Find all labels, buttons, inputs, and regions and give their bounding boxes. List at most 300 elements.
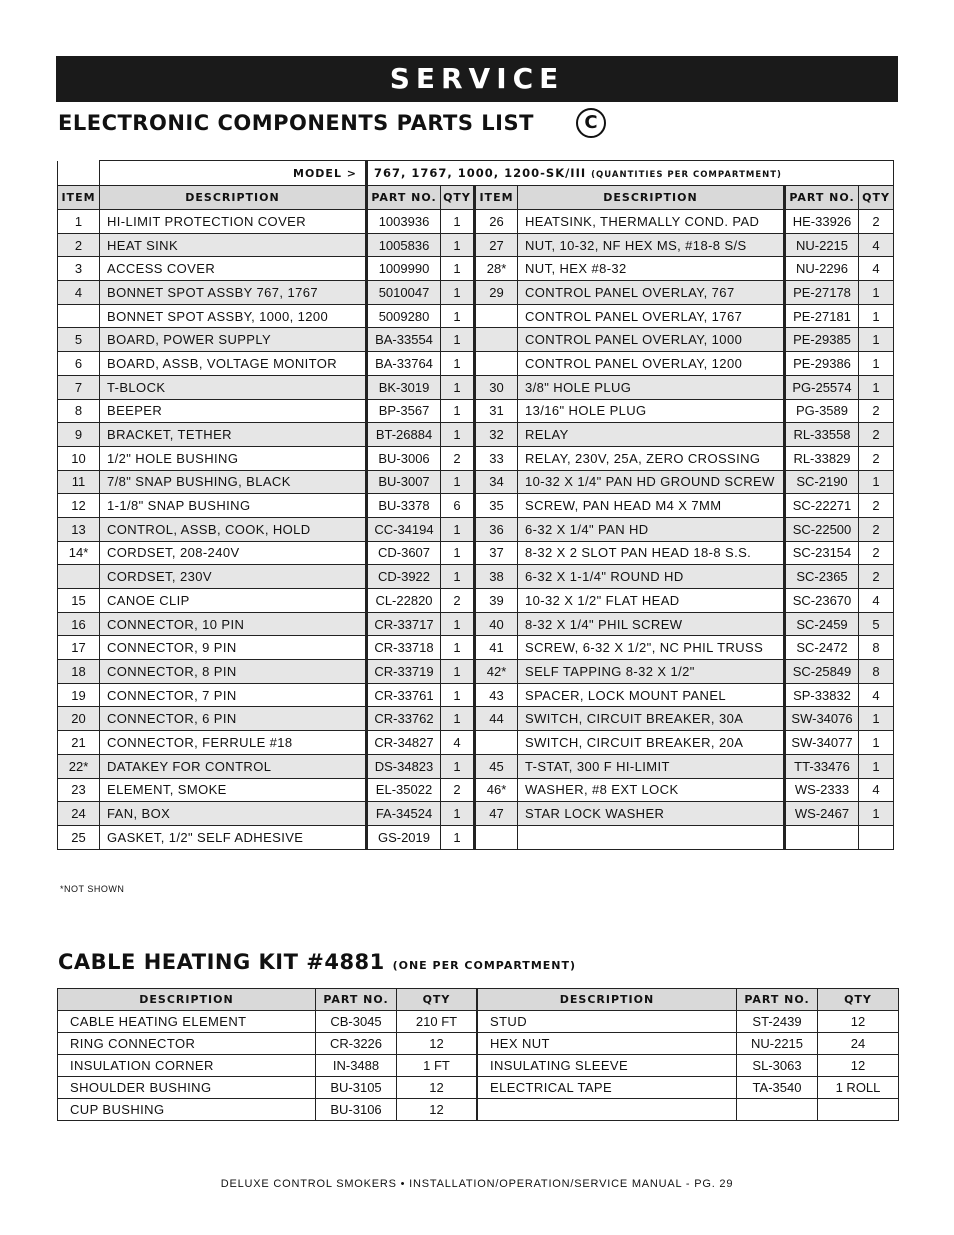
parts-header-row (58, 186, 894, 210)
kit-col-part-no: PART NO. (316, 989, 397, 1011)
part-no-cell: PE-29385 (785, 328, 859, 352)
model-value-text: 767, 1767, 1000, 1200-SK/III (374, 166, 587, 180)
part-no-cell: WS-2333 (785, 778, 859, 802)
description-cell: 6-32 X 1-1/4" ROUND HD (518, 565, 785, 589)
item-cell: 31 (475, 399, 518, 423)
item-cell: 22* (58, 754, 100, 778)
qty-cell: 2 (441, 778, 475, 802)
col-header-description-right: DESCRIPTION (518, 186, 785, 210)
part-no-cell: TT-33476 (785, 754, 859, 778)
description-cell: CONTROL PANEL OVERLAY, 1200 (518, 352, 785, 376)
kit-row (58, 1033, 477, 1055)
qty-cell: 1 (441, 565, 475, 589)
item-cell: 47 (475, 802, 518, 826)
description-cell: GASKET, 1/2" SELF ADHESIVE (100, 825, 367, 849)
description-cell: 1/2" HOLE BUSHING (100, 446, 367, 470)
qty-cell: 1 (859, 375, 894, 399)
item-cell: 23 (58, 778, 100, 802)
qty-cell: 1 (859, 470, 894, 494)
kit-col-description: DESCRIPTION (478, 989, 737, 1011)
parts-table (57, 160, 894, 850)
qty-cell: 4 (441, 731, 475, 755)
parts-row (58, 494, 894, 518)
col-header-item: ITEM (58, 186, 100, 210)
qty-cell: 5 (859, 612, 894, 636)
item-cell (58, 565, 100, 589)
qty-cell: 4 (859, 233, 894, 257)
parts-row (58, 802, 894, 826)
part-no-cell: SC-23670 (785, 589, 859, 613)
item-cell: 1 (58, 210, 100, 234)
item-cell: 2 (58, 233, 100, 257)
kit-header-row (58, 989, 477, 1011)
qty-cell: 2 (859, 210, 894, 234)
kit-part-no-cell: TA-3540 (737, 1077, 818, 1099)
part-no-cell: BT-26884 (367, 423, 441, 447)
part-no-cell: RL-33829 (785, 446, 859, 470)
description-cell: CONNECTOR, 7 PIN (100, 683, 367, 707)
kit-part-no-cell: IN-3488 (316, 1055, 397, 1077)
description-cell: 7/8" SNAP BUSHING, BLACK (100, 470, 367, 494)
kit-qty-cell: 12 (818, 1011, 899, 1033)
kit-col-description: DESCRIPTION (58, 989, 316, 1011)
part-no-cell: PG-3589 (785, 399, 859, 423)
kit-qty-cell (818, 1099, 899, 1121)
part-no-cell: CC-34194 (367, 517, 441, 541)
kit-qty-cell: 210 FT (397, 1011, 477, 1033)
qty-cell: 1 (441, 304, 475, 328)
qty-cell: 1 (441, 210, 475, 234)
qty-cell: 1 (441, 328, 475, 352)
item-cell: 11 (58, 470, 100, 494)
item-cell: 30 (475, 375, 518, 399)
part-no-cell: PG-25574 (785, 375, 859, 399)
part-no-cell: CR-33761 (367, 683, 441, 707)
qty-cell: 1 (441, 683, 475, 707)
description-cell: CONTROL PANEL OVERLAY, 1000 (518, 328, 785, 352)
parts-row (58, 731, 894, 755)
qty-cell: 4 (859, 589, 894, 613)
kit-title-text: CABLE HEATING KIT #4881 (58, 950, 385, 974)
qty-cell: 2 (859, 565, 894, 589)
description-cell: BEEPER (100, 399, 367, 423)
kit-col-part-no: PART NO. (737, 989, 818, 1011)
item-cell: 21 (58, 731, 100, 755)
parts-row (58, 754, 894, 778)
item-cell: 33 (475, 446, 518, 470)
qty-cell: 1 (441, 281, 475, 305)
description-cell: BRACKET, TETHER (100, 423, 367, 447)
parts-row (58, 517, 894, 541)
item-cell: 25 (58, 825, 100, 849)
part-no-cell: WS-2467 (785, 802, 859, 826)
parts-row (58, 304, 894, 328)
description-cell: CONNECTOR, 9 PIN (100, 636, 367, 660)
qty-cell: 2 (859, 494, 894, 518)
kit-row (58, 1055, 477, 1077)
part-no-cell: CD-3922 (367, 565, 441, 589)
qty-cell: 8 (859, 636, 894, 660)
description-cell (518, 825, 785, 849)
parts-row (58, 707, 894, 731)
item-cell: 6 (58, 352, 100, 376)
item-cell: 28* (475, 257, 518, 281)
qty-cell: 1 (441, 423, 475, 447)
item-cell: 26 (475, 210, 518, 234)
description-cell: CONNECTOR, 10 PIN (100, 612, 367, 636)
item-cell (475, 352, 518, 376)
parts-row (58, 778, 894, 802)
item-cell: 39 (475, 589, 518, 613)
kit-description-cell: INSULATION CORNER (58, 1055, 316, 1077)
description-cell: 1-1/8" SNAP BUSHING (100, 494, 367, 518)
description-cell: HEATSINK, THERMALLY COND. PAD (518, 210, 785, 234)
part-no-cell: CL-22820 (367, 589, 441, 613)
page-footer: DELUXE CONTROL SMOKERS • INSTALLATION/OPERATION/SERVICE MANUAL - PG. 29 (220, 1178, 734, 1190)
kit-qty-cell: 1 FT (397, 1055, 477, 1077)
kit-qty-cell: 12 (397, 1033, 477, 1055)
parts-row (58, 541, 894, 565)
kit-description-cell (478, 1099, 737, 1121)
section-title: ELECTRONIC COMPONENTS PARTS LIST (58, 111, 534, 135)
part-no-cell: NU-2215 (785, 233, 859, 257)
item-cell: 3 (58, 257, 100, 281)
description-cell: BONNET SPOT ASSBY, 1000, 1200 (100, 304, 367, 328)
description-cell: BOARD, ASSB, VOLTAGE MONITOR (100, 352, 367, 376)
parts-row (58, 636, 894, 660)
qty-cell: 1 (859, 328, 894, 352)
kit-description-cell: INSULATING SLEEVE (478, 1055, 737, 1077)
description-cell: STAR LOCK WASHER (518, 802, 785, 826)
qty-cell: 4 (859, 257, 894, 281)
qty-cell: 1 (859, 754, 894, 778)
kit-part-no-cell (737, 1099, 818, 1121)
qty-cell: 1 (441, 517, 475, 541)
kit-table-right-wrap (477, 988, 899, 1121)
qty-cell: 1 (441, 825, 475, 849)
description-cell: RELAY (518, 423, 785, 447)
part-no-cell: PE-29386 (785, 352, 859, 376)
qty-cell: 1 (441, 660, 475, 684)
qty-cell: 1 (441, 375, 475, 399)
part-no-cell: GS-2019 (367, 825, 441, 849)
item-cell: 43 (475, 683, 518, 707)
kit-qty-cell: 1 ROLL (818, 1077, 899, 1099)
part-no-cell: SC-2472 (785, 636, 859, 660)
kit-description-cell: RING CONNECTOR (58, 1033, 316, 1055)
part-no-cell: 5010047 (367, 281, 441, 305)
qty-cell: 1 (441, 802, 475, 826)
description-cell: BONNET SPOT ASSBY 767, 1767 (100, 281, 367, 305)
qty-cell: 8 (859, 660, 894, 684)
item-cell: 4 (58, 281, 100, 305)
part-no-cell: SC-2459 (785, 612, 859, 636)
kit-row (478, 1055, 899, 1077)
description-cell: CORDSET, 208-240V (100, 541, 367, 565)
qty-cell: 6 (441, 494, 475, 518)
part-no-cell: SW-34076 (785, 707, 859, 731)
kit-row (478, 1099, 899, 1121)
kit-part-no-cell: CR-3226 (316, 1033, 397, 1055)
part-no-cell: NU-2296 (785, 257, 859, 281)
item-cell: 34 (475, 470, 518, 494)
part-no-cell: 1003936 (367, 210, 441, 234)
kit-col-qty: QTY (397, 989, 477, 1011)
col-header-qty-right: QTY (859, 186, 894, 210)
part-no-cell (785, 825, 859, 849)
description-cell: CONTROL, ASSB, COOK, HOLD (100, 517, 367, 541)
qty-cell: 1 (441, 352, 475, 376)
description-cell: T-STAT, 300 F HI-LIMIT (518, 754, 785, 778)
description-cell: CANOE CLIP (100, 589, 367, 613)
kit-description-cell: CUP BUSHING (58, 1099, 316, 1121)
item-cell: 17 (58, 636, 100, 660)
kit-part-no-cell: ST-2439 (737, 1011, 818, 1033)
description-cell: 10-32 X 1/2" FLAT HEAD (518, 589, 785, 613)
item-cell: 45 (475, 754, 518, 778)
item-cell: 46* (475, 778, 518, 802)
service-banner: SERVICE (56, 56, 898, 102)
part-no-cell: BK-3019 (367, 375, 441, 399)
qty-cell: 1 (441, 257, 475, 281)
part-no-cell: CR-33719 (367, 660, 441, 684)
qty-cell: 2 (441, 446, 475, 470)
qty-cell: 1 (859, 707, 894, 731)
description-cell: SPACER, LOCK MOUNT PANEL (518, 683, 785, 707)
parts-row (58, 565, 894, 589)
qty-cell: 1 (859, 802, 894, 826)
part-no-cell: BU-3378 (367, 494, 441, 518)
item-cell: 12 (58, 494, 100, 518)
part-no-cell: SP-33832 (785, 683, 859, 707)
item-cell: 10 (58, 446, 100, 470)
item-cell: 38 (475, 565, 518, 589)
description-cell: CONNECTOR, 8 PIN (100, 660, 367, 684)
part-no-cell: SC-23154 (785, 541, 859, 565)
qty-cell: 2 (859, 541, 894, 565)
item-cell (58, 304, 100, 328)
parts-row (58, 470, 894, 494)
description-cell: NUT, HEX #8-32 (518, 257, 785, 281)
part-no-cell: PE-27178 (785, 281, 859, 305)
description-cell: HEAT SINK (100, 233, 367, 257)
kit-description-cell: HEX NUT (478, 1033, 737, 1055)
kit-part-no-cell: SL-3063 (737, 1055, 818, 1077)
kit-row (478, 1077, 899, 1099)
qty-cell (859, 825, 894, 849)
description-cell: ACCESS COVER (100, 257, 367, 281)
item-cell: 44 (475, 707, 518, 731)
parts-row (58, 233, 894, 257)
qty-cell: 4 (859, 778, 894, 802)
description-cell: SELF TAPPING 8-32 X 1/2" (518, 660, 785, 684)
part-no-cell: 5009280 (367, 304, 441, 328)
description-cell: 13/16" HOLE PLUG (518, 399, 785, 423)
parts-row (58, 210, 894, 234)
item-cell: 29 (475, 281, 518, 305)
part-no-cell: SC-2190 (785, 470, 859, 494)
item-cell: 36 (475, 517, 518, 541)
kit-qty-cell: 24 (818, 1033, 899, 1055)
kit-part-no-cell: BU-3106 (316, 1099, 397, 1121)
item-cell: 9 (58, 423, 100, 447)
item-cell: 32 (475, 423, 518, 447)
part-no-cell: 1009990 (367, 257, 441, 281)
parts-row (58, 825, 894, 849)
part-no-cell: PE-27181 (785, 304, 859, 328)
part-no-cell: 1005836 (367, 233, 441, 257)
part-no-cell: BU-3006 (367, 446, 441, 470)
part-no-cell: CD-3607 (367, 541, 441, 565)
part-no-cell: CR-33718 (367, 636, 441, 660)
part-no-cell: SW-34077 (785, 731, 859, 755)
kit-header-row (478, 989, 899, 1011)
description-cell: SCREW, PAN HEAD M4 X 7MM (518, 494, 785, 518)
description-cell: BOARD, POWER SUPPLY (100, 328, 367, 352)
description-cell: CONTROL PANEL OVERLAY, 1767 (518, 304, 785, 328)
description-cell: 3/8" HOLE PLUG (518, 375, 785, 399)
item-cell: 16 (58, 612, 100, 636)
item-cell: 13 (58, 517, 100, 541)
not-shown-note: *NOT SHOWN (60, 884, 125, 894)
section-badge: C (576, 108, 606, 138)
parts-row (58, 328, 894, 352)
kit-table-left-wrap (57, 988, 477, 1121)
qty-cell: 1 (441, 612, 475, 636)
qty-cell: 2 (441, 589, 475, 613)
kit-row (478, 1011, 899, 1033)
kit-row (58, 1011, 477, 1033)
description-cell: CONTROL PANEL OVERLAY, 767 (518, 281, 785, 305)
description-cell: 8-32 X 1/4" PHIL SCREW (518, 612, 785, 636)
description-cell: T-BLOCK (100, 375, 367, 399)
description-cell: CONNECTOR, FERRULE #18 (100, 731, 367, 755)
qty-cell: 1 (441, 233, 475, 257)
qty-cell: 4 (859, 683, 894, 707)
qty-cell: 1 (859, 352, 894, 376)
qty-cell: 1 (859, 281, 894, 305)
description-cell: FAN, BOX (100, 802, 367, 826)
parts-row (58, 399, 894, 423)
description-cell: HI-LIMIT PROTECTION COVER (100, 210, 367, 234)
kit-description-cell: SHOULDER BUSHING (58, 1077, 316, 1099)
description-cell: RELAY, 230V, 25A, ZERO CROSSING (518, 446, 785, 470)
item-cell (475, 304, 518, 328)
kit-table-left (57, 988, 477, 1121)
kit-row (478, 1033, 899, 1055)
item-cell (475, 328, 518, 352)
item-cell: 20 (58, 707, 100, 731)
part-no-cell: BA-33554 (367, 328, 441, 352)
model-note: (QUANTITIES PER COMPARTMENT) (591, 170, 782, 180)
kit-description-cell: STUD (478, 1011, 737, 1033)
item-cell: 41 (475, 636, 518, 660)
description-cell: WASHER, #8 EXT LOCK (518, 778, 785, 802)
kit-row (58, 1099, 477, 1121)
item-cell (475, 825, 518, 849)
description-cell: DATAKEY FOR CONTROL (100, 754, 367, 778)
col-header-qty: QTY (441, 186, 475, 210)
parts-row (58, 352, 894, 376)
part-no-cell: SC-22271 (785, 494, 859, 518)
item-cell: 19 (58, 683, 100, 707)
parts-row (58, 446, 894, 470)
part-no-cell: FA-34524 (367, 802, 441, 826)
description-cell: 8-32 X 2 SLOT PAN HEAD 18-8 S.S. (518, 541, 785, 565)
parts-row (58, 375, 894, 399)
item-cell: 7 (58, 375, 100, 399)
qty-cell: 1 (441, 399, 475, 423)
parts-row (58, 257, 894, 281)
qty-cell: 2 (859, 517, 894, 541)
description-cell: CONNECTOR, 6 PIN (100, 707, 367, 731)
col-header-part-no-right: PART NO. (785, 186, 859, 210)
parts-row (58, 281, 894, 305)
part-no-cell: SC-25849 (785, 660, 859, 684)
item-cell: 42* (475, 660, 518, 684)
qty-cell: 2 (859, 423, 894, 447)
part-no-cell: SC-22500 (785, 517, 859, 541)
description-cell: SWITCH, CIRCUIT BREAKER, 20A (518, 731, 785, 755)
part-no-cell: HE-33926 (785, 210, 859, 234)
qty-cell: 1 (441, 707, 475, 731)
item-cell: 35 (475, 494, 518, 518)
col-header-part-no: PART NO. (367, 186, 441, 210)
model-value (367, 161, 894, 186)
item-cell: 18 (58, 660, 100, 684)
kit-description-cell: ELECTRICAL TAPE (478, 1077, 737, 1099)
description-cell: 10-32 X 1/4" PAN HD GROUND SCREW (518, 470, 785, 494)
kit-description-cell: CABLE HEATING ELEMENT (58, 1011, 316, 1033)
model-label: MODEL > (100, 161, 367, 186)
description-cell: SWITCH, CIRCUIT BREAKER, 30A (518, 707, 785, 731)
description-cell: NUT, 10-32, NF HEX MS, #18-8 S/S (518, 233, 785, 257)
parts-row (58, 660, 894, 684)
part-no-cell: CR-33717 (367, 612, 441, 636)
kit-table-right (477, 988, 899, 1121)
part-no-cell: SC-2365 (785, 565, 859, 589)
item-cell: 37 (475, 541, 518, 565)
kit-col-qty: QTY (818, 989, 899, 1011)
parts-row (58, 612, 894, 636)
part-no-cell: BU-3007 (367, 470, 441, 494)
item-cell: 15 (58, 589, 100, 613)
item-cell: 40 (475, 612, 518, 636)
description-cell: 6-32 X 1/4" PAN HD (518, 517, 785, 541)
part-no-cell: BA-33764 (367, 352, 441, 376)
kit-part-no-cell: NU-2215 (737, 1033, 818, 1055)
part-no-cell: CR-34827 (367, 731, 441, 755)
part-no-cell: CR-33762 (367, 707, 441, 731)
qty-cell: 1 (441, 754, 475, 778)
model-row (58, 161, 894, 186)
description-cell: ELEMENT, SMOKE (100, 778, 367, 802)
kit-part-no-cell: CB-3045 (316, 1011, 397, 1033)
col-header-item-right: ITEM (475, 186, 518, 210)
parts-row (58, 589, 894, 613)
item-cell (475, 731, 518, 755)
kit-title (58, 950, 576, 974)
kit-qty-cell: 12 (818, 1055, 899, 1077)
kit-qty-cell: 12 (397, 1099, 477, 1121)
kit-part-no-cell: BU-3105 (316, 1077, 397, 1099)
description-cell: SCREW, 6-32 X 1/2", NC PHIL TRUSS (518, 636, 785, 660)
parts-row (58, 423, 894, 447)
kit-qty-cell: 12 (397, 1077, 477, 1099)
part-no-cell: RL-33558 (785, 423, 859, 447)
item-cell: 14* (58, 541, 100, 565)
item-cell: 24 (58, 802, 100, 826)
